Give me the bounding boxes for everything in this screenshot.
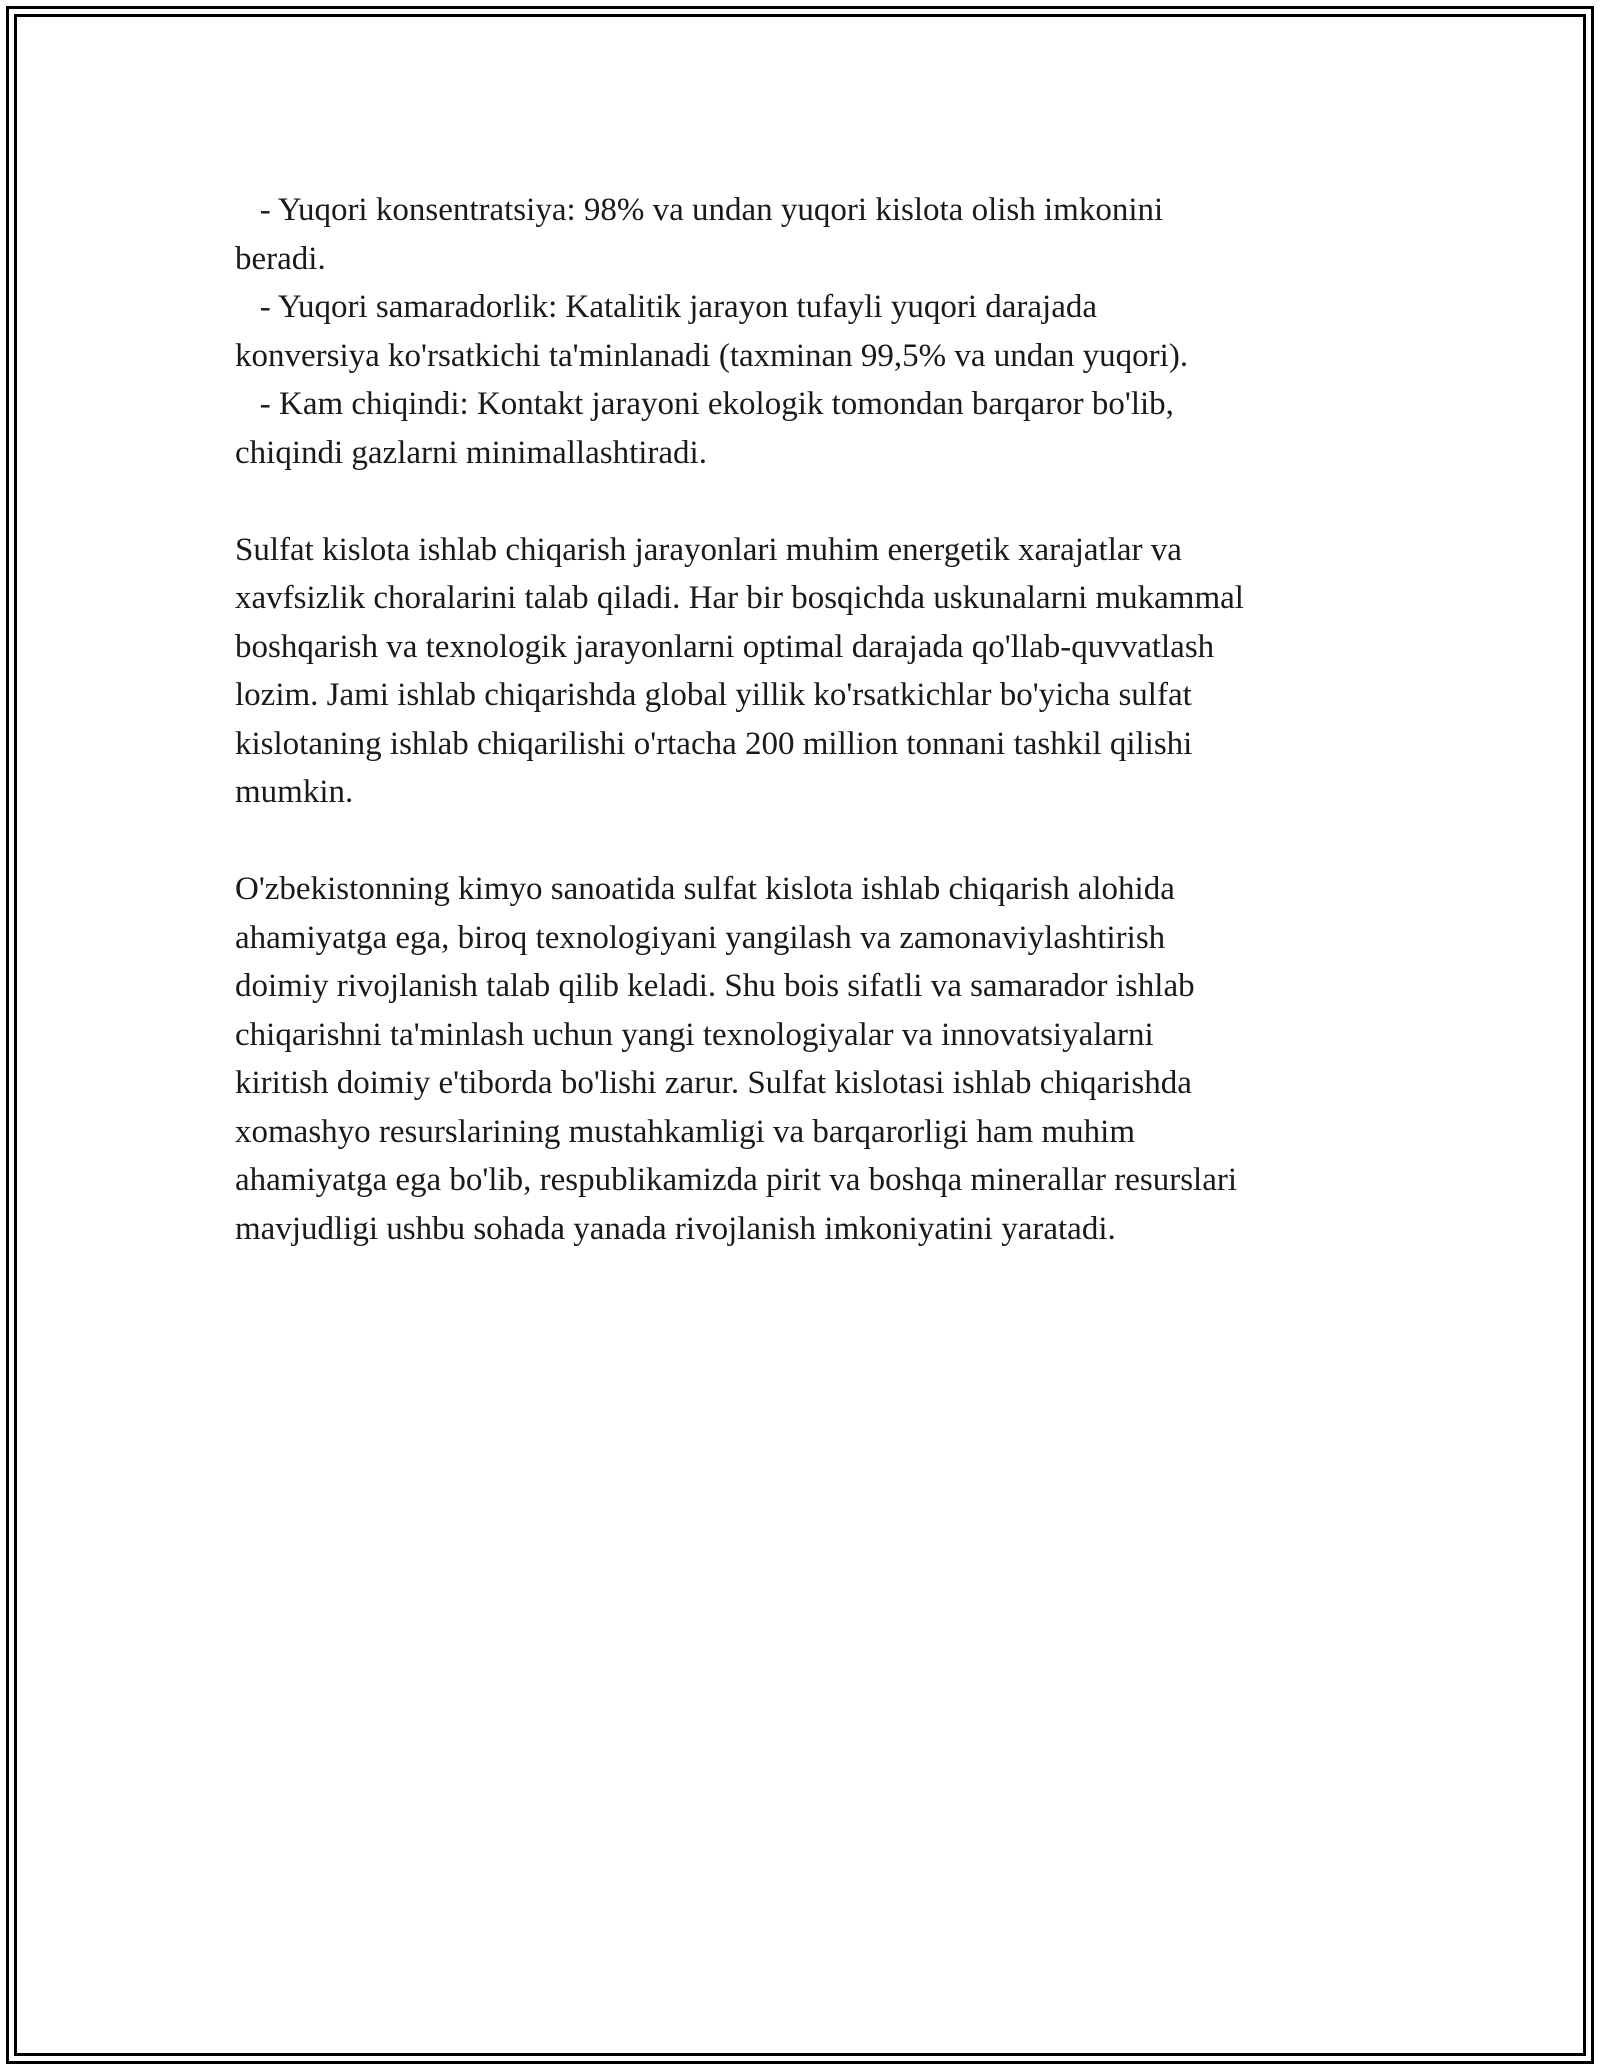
document-body [235,186,1375,1253]
text-line: kiritish doimiy e'tiborda bo'lishi zarur. Sulfat kislotasi ishlab chiqarishda [235,1065,1192,1101]
text-line: - Yuqori samaradorlik: Katalitik jarayon tufayli yuqori darajada [235,289,1097,325]
text-line: chiqindi gazlarni minimallashtiradi. [235,434,707,471]
text-line: O'zbekistonning kimyo sanoatida sulfat kislota ishlab chiqarish alohida [235,871,1175,907]
text-line: mavjudligi ushbu sohada yanada rivojlanish imkoniyatini yaratadi. [235,1210,1116,1247]
bullet-list [235,186,1375,477]
text-line: ahamiyatga ega bo'lib, respublikamizda pirit va boshqa minerallar resurslari [235,1162,1238,1198]
text-line: konversiya ko'rsatkichi ta'minlanadi (taxminan 99,5% va undan yuqori). [235,337,1189,374]
paragraph-uzbekistan-industry [235,865,1375,1253]
text-line: chiqarishni ta'minlash uchun yangi texnologiyalar va innovatsiyalarni [235,1016,1154,1053]
text-line: - Kam chiqindi: Kontakt jarayoni ekologik tomondan barqaror bo'lib, [235,386,1174,422]
text-line: mumkin. [235,774,354,810]
paragraph-production-costs [235,526,1375,817]
text-line: xomashyo resurslarining mustahkamligi va barqarorligi ham muhim [235,1113,1135,1150]
text-line: Sulfat kislota ishlab chiqarish jarayonlari muhim energetik xarajatlar va [235,531,1182,568]
text-line: lozim. Jami ishlab chiqarishda global yillik ko'rsatkichlar bo'yicha sulfat [235,677,1192,713]
text-line: beradi. [235,240,326,277]
text-line: ahamiyatga ega, biroq texnologiyani yangilash va zamonaviylashtirish [235,919,1166,956]
text-line: doimiy rivojlanish talab qilib keladi. Shu bois sifatli va samarador ishlab [235,968,1195,1004]
text-line: boshqarish va texnologik jarayonlarni optimal darajada qo'llab-quvvatlash [235,628,1215,665]
text-line: kislotaning ishlab chiqarilishi o'rtacha 200 million tonnani tashkil qilishi [235,725,1193,762]
text-line: xavfsizlik choralarini talab qiladi. Har bir bosqichda uskunalarni mukammal [235,580,1244,616]
text-line: - Yuqori konsentratsiya: 98% va undan yuqori kislota olish imkonini [235,192,1164,228]
